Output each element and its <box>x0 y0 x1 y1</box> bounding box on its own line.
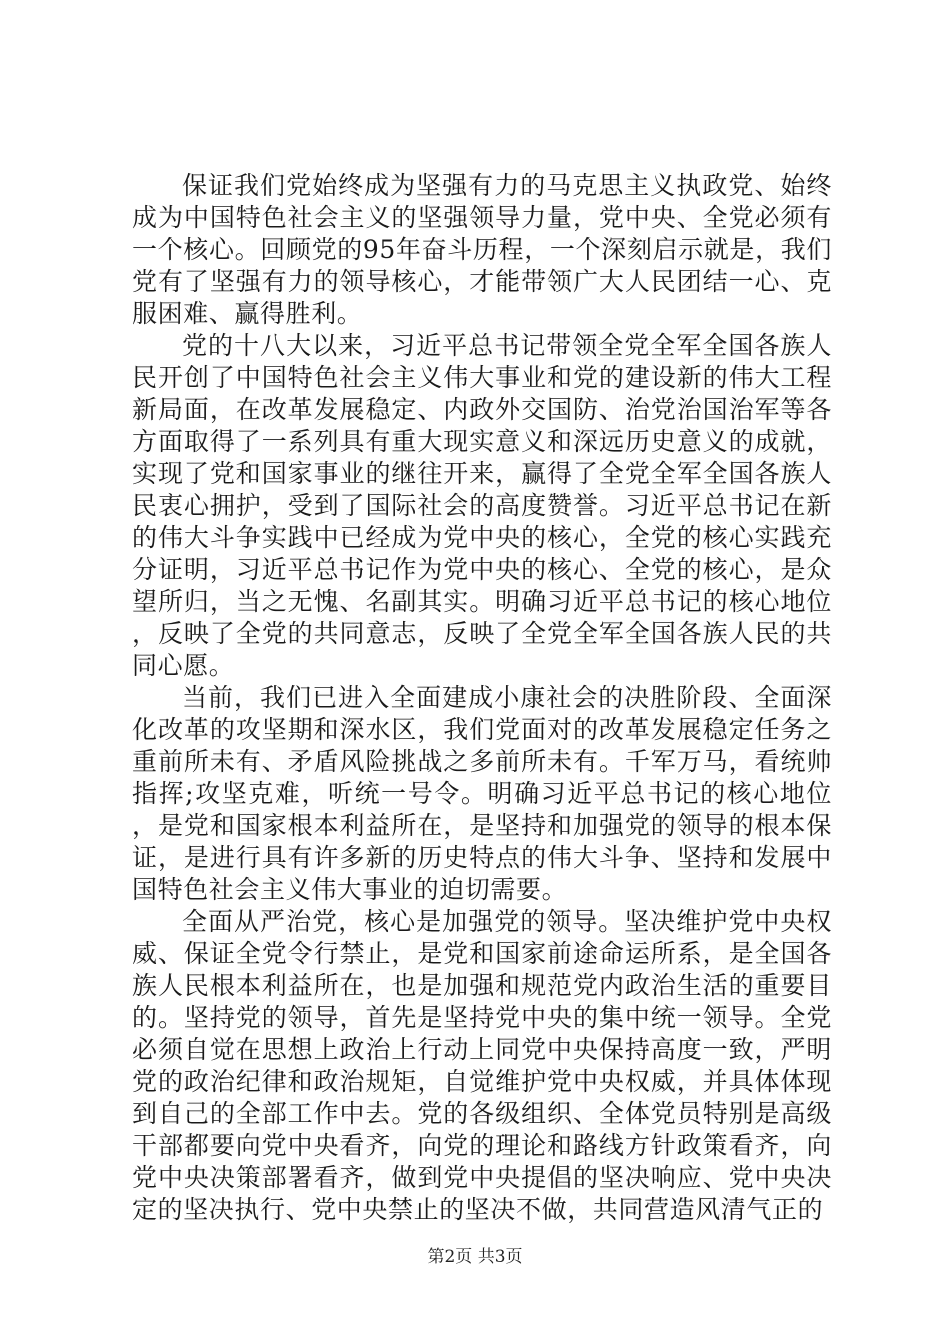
document-body <box>132 170 832 1226</box>
paragraph-2: 党的十八大以来，习近平总书记带领全党全军全国各族人民开创了中国特色社会主义伟大事业和党的建设新的伟大工程新局面，在改革发展稳定、内政外交国防、治党治国治军等各方面取得了一系列具有重大现实意义和深远历史意义的成就，实现了党和国家事业的继往开来，赢得了全党全军全国各族人民衷心拥护，受到了国际社会的高度赞誉。习近平总书记在新的伟大斗争实践中已经成为党中央的核心，全党的核心实践充分证明，习近平总书记作为党中央的核心、全党的核心，是众望所归，当之无愧、名副其实。明确习近平总书记的核心地位，反映了全党的共同意志，反映了全党全军全国各族人民的共同心愿。 <box>132 331 832 680</box>
paragraph-1: 保证我们党始终成为坚强有力的马克思主义执政党、始终成为中国特色社会主义的坚强领导力量，党中央、全党必须有一个核心。回顾党的95年奋斗历程，一个深刻启示就是，我们党有了坚强有力的领导核心，才能带领广大人民团结一心、克服困难、赢得胜利。 <box>132 171 832 328</box>
paragraph-3: 当前，我们已进入全面建成小康社会的决胜阶段、全面深化改革的攻坚期和深水区，我们党面对的改革发展稳定任务之重前所未有、矛盾风险挑战之多前所未有。千军万马，看统帅指挥;攻坚克难，听统一号令。明确习近平总书记的核心地位，是党和国家根本利益所在，是坚持和加强党的领导的根本保证，是进行具有许多新的历史特点的伟大斗争、坚持和发展中国特色社会主义伟大事业的迫切需要。 <box>132 683 832 904</box>
page-number-footer: 第2页 共3页 <box>427 1247 523 1267</box>
paragraph-4: 全面从严治党，核心是加强党的领导。坚决维护党中央权威、保证全党令行禁止，是党和国家前途命运所系，是全国各族人民根本利益所在，也是加强和规范党内政治生活的重要目的。坚持党的领导，首先是坚持党中央的集中统一领导。全党必须自觉在思想上政治上行动上同党中央保持高度一致，严明党的政治纪律和政治规矩，自觉维护党中央权威，并具体体现到自己的全部工作中去。党的各级组织、全体党员特别是高级干部都要向党中央看齐，向党的理论和路线方针政策看齐，向党中央决策部署看齐，做到党中央提倡的坚决响应、党中央决定的坚决执行、党中央禁止的坚决不做，共同营造风清气正的 <box>132 907 832 1224</box>
